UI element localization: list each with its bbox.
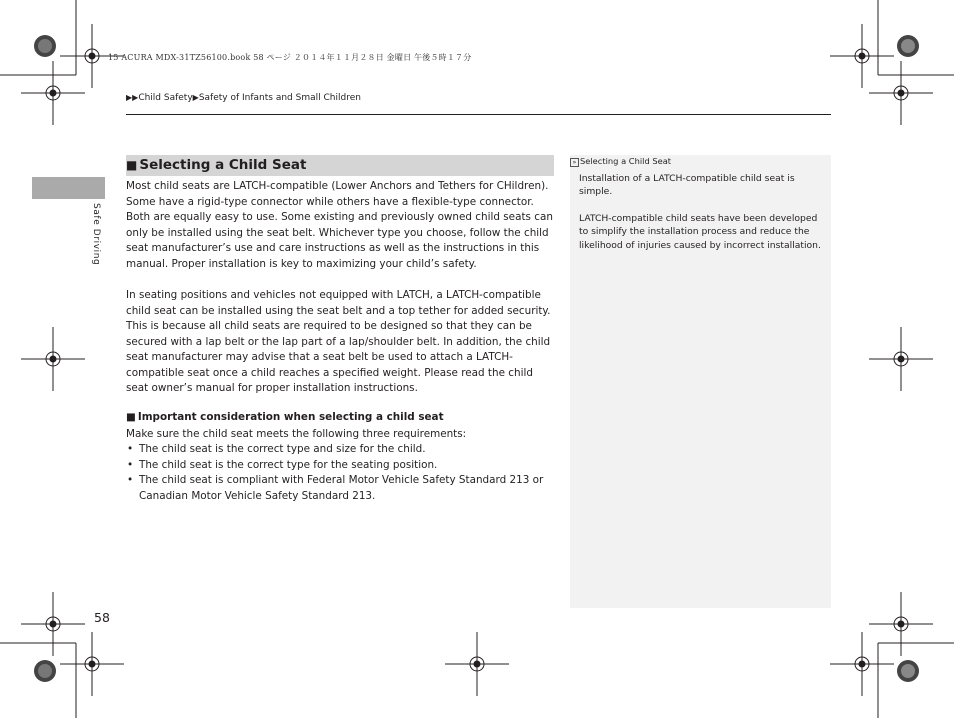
subsection-marker-icon: ■	[126, 411, 136, 423]
breadcrumb-arrow-icon: ▶	[132, 93, 139, 102]
subsection-title	[126, 411, 444, 423]
list-item	[126, 442, 556, 458]
breadcrumb	[126, 93, 361, 103]
requirements-intro: Make sure the child seat meets the following three requirements:	[126, 428, 467, 440]
list-item	[126, 473, 556, 504]
body-paragraph: Most child seats are LATCH-compatible (Lower Anchors and Tethers for CHildren). Some have a rigid-type connector while others have a flexible-type connector. Both are equally easy to use. Some existing and previously owned child seats can only be installed using the seat belt. Whichever type you choose, follow the child seat manufacturer’s use and care instructions as well as the instructions in this manual. Proper installation is key to maximizing your child’s safety.	[126, 180, 553, 270]
cross-reference-icon: »	[570, 158, 579, 167]
breadcrumb-level-2[interactable]: Safety of Infants and Small Children	[198, 93, 361, 103]
chapter-side-label: Safe Driving	[91, 203, 101, 266]
bullet-icon: •	[127, 474, 134, 486]
list-item	[126, 458, 556, 474]
sidebar-note: Installation of a LATCH-compatible child seat is simple.	[579, 173, 795, 198]
section-marker-icon: ■	[126, 158, 138, 172]
bullet-icon: •	[127, 443, 134, 455]
list-item-text: The child seat is compliant with Federal Motor Vehicle Safety Standard 213 or Canadian Motor Vehicle Safety Standard 213.	[139, 474, 544, 502]
sidebar-title	[570, 156, 671, 167]
list-item-text: The child seat is the correct type for the seating position.	[139, 458, 438, 471]
chapter-tab	[32, 177, 105, 199]
breadcrumb-level-1[interactable]: Child Safety	[138, 93, 193, 103]
page-number: 58	[94, 610, 110, 625]
body-paragraph: In seating positions and vehicles not equipped with LATCH, a LATCH-compatible child seat can be installed using the seat belt and a top tether for added security. This is because all child seats are required to be designed so that they can be secured with a lap belt or the lap part of a lap/shoulder belt. In addition, the child seat manufacturer may advise that a seat belt be used to attach a LATCH-compatible seat once a child reaches a specified weight. Please read the child seat owner’s manual for proper installation instructions.	[126, 289, 551, 394]
section-title	[126, 157, 306, 173]
breadcrumb-arrow-icon: ▶	[126, 93, 133, 102]
list-item-text: The child seat is the correct type and size for the child.	[139, 443, 426, 455]
bullet-icon: •	[127, 458, 134, 471]
print-header: 15 ACURA MDX-31TZ56100.book 58 ページ ２０１４年１１月２８日 金曜日 午後５時１７分	[108, 53, 472, 62]
section-title-text: Selecting a Child Seat	[139, 157, 307, 173]
sidebar-title-text[interactable]: Selecting a Child Seat	[580, 156, 672, 166]
header-divider	[126, 114, 831, 115]
breadcrumb-arrow-icon: ▶	[192, 93, 199, 102]
subsection-title-text: Important consideration when selecting a child seat	[137, 411, 444, 423]
requirements-list	[126, 442, 556, 504]
sidebar-note: LATCH-compatible child seats have been developed to simplify the installation process and reduce the likelihood of injuries caused by incorrect installation.	[579, 213, 821, 251]
